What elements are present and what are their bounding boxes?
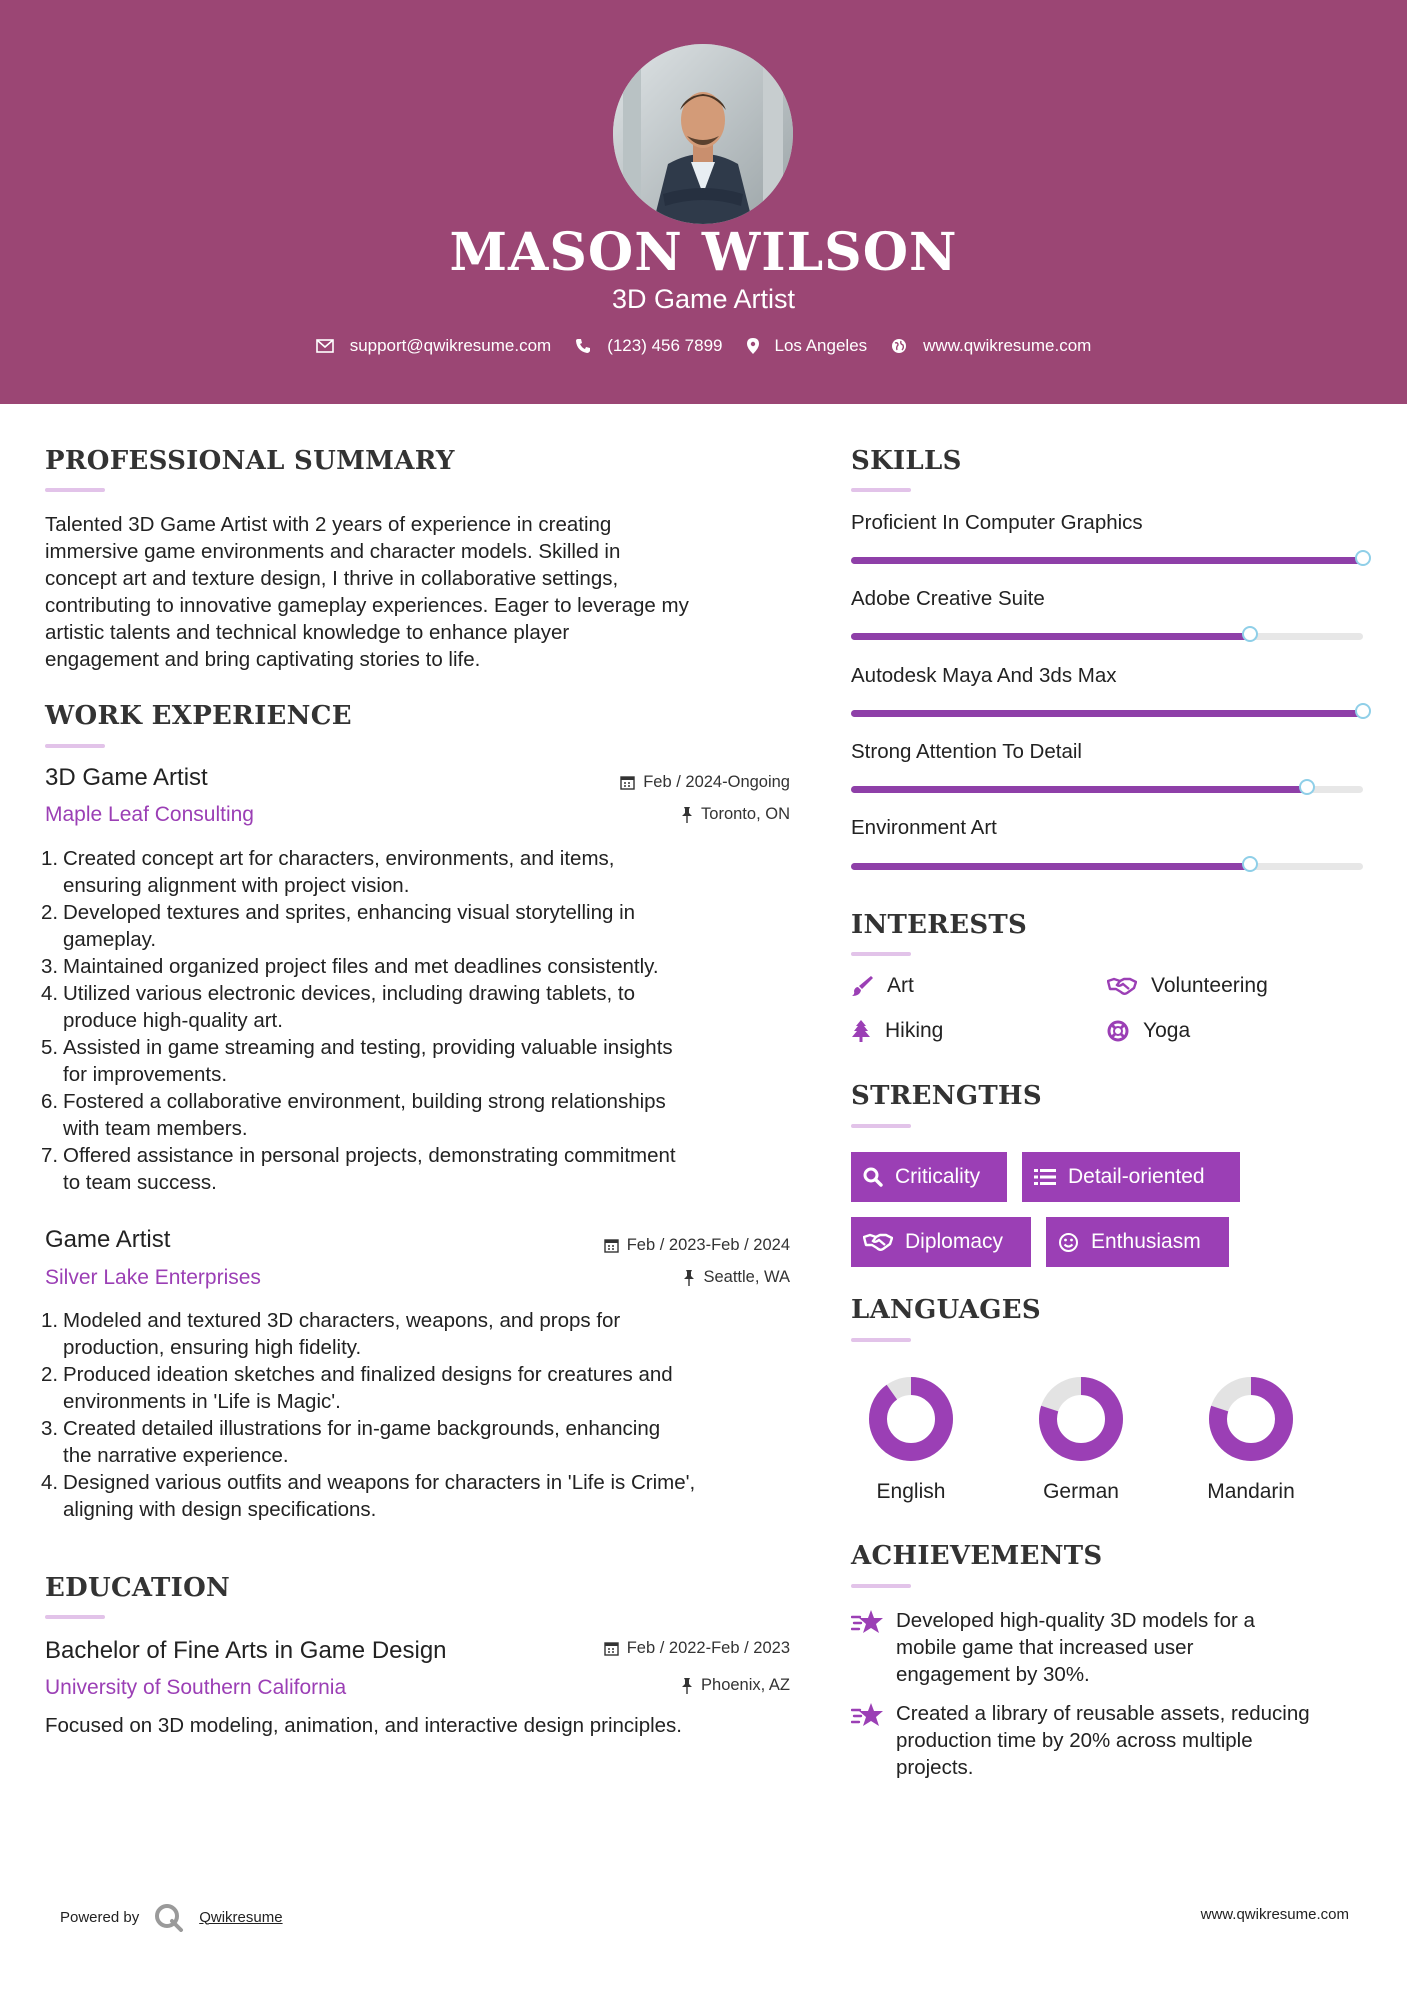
handshake-icon [1107, 976, 1137, 996]
item-number: 3. [41, 955, 59, 978]
strength-badge-detail [1022, 1152, 1240, 1202]
item-line: production, ensuring high fidelity. [63, 1336, 362, 1359]
item-number: 2. [41, 901, 59, 924]
resume-header [0, 0, 1407, 404]
job-dates [620, 773, 790, 792]
contact-location [747, 336, 868, 356]
interest-art [851, 974, 914, 998]
summary-line: contributing to innovative gameplay experiences. Eager to leverage my [45, 594, 689, 617]
job-dates-text: Feb / 2024-Ongoing [643, 773, 790, 791]
item-line: Maintained organized project files and met deadlines consistently. [63, 955, 659, 978]
list-item [41, 1469, 805, 1523]
item-line: aligning with design specifications. [63, 1498, 377, 1521]
envelope-icon [316, 339, 334, 353]
skill-bar [851, 786, 1363, 793]
location-text: Los Angeles [774, 336, 868, 355]
strength-badge-diplomacy [851, 1217, 1031, 1267]
skill-bar-knob [1242, 626, 1258, 642]
skill-bar [851, 863, 1363, 870]
strength-label: Diplomacy [905, 1230, 1004, 1253]
calendar-icon [604, 1641, 619, 1656]
item-line: with team members. [63, 1117, 248, 1140]
website-text: www.qwikresume.com [923, 336, 1092, 355]
company-name: Maple Leaf Consulting [45, 803, 254, 826]
item-line: gameplay. [63, 928, 157, 951]
summary-line: Talented 3D Game Artist with 2 years of experience in creating [45, 513, 612, 536]
tree-icon [851, 1020, 871, 1042]
education-dates-text: Feb / 2022-Feb / 2023 [626, 1639, 790, 1657]
item-number: 3. [41, 1417, 59, 1440]
contact-phone[interactable] [575, 336, 722, 356]
education-heading: EDUCATION [45, 1573, 231, 1603]
job-title: Game Artist [45, 1226, 171, 1253]
education-dates [604, 1639, 790, 1658]
item-line: Designed various outfits and weapons for characters in 'Life is Crime', [63, 1471, 696, 1494]
candidate-role: 3D Game Artist [611, 284, 796, 314]
item-line: Utilized various electronic devices, including drawing tablets, to [63, 982, 636, 1005]
skill-bar-knob [1355, 550, 1371, 566]
item-line: Created detailed illustrations for in-game backgrounds, enhancing [63, 1417, 661, 1440]
summary-line: artistic talents and technical knowledge to enhance player [45, 621, 570, 644]
interest-yoga [1107, 1019, 1190, 1043]
company-name: Silver Lake Enterprises [45, 1266, 261, 1289]
item-line: Developed textures and sprites, enhancing visual storytelling in [63, 901, 636, 924]
contact-email[interactable] [316, 336, 552, 356]
item-line: ensuring alignment with project vision. [63, 874, 410, 897]
job-location-text: Toronto, ON [701, 805, 790, 823]
achievements-divider [851, 1584, 911, 1588]
degree-title: Bachelor of Fine Arts in Game Design [45, 1637, 447, 1664]
list-item [41, 1415, 805, 1469]
lifebuoy-icon [1107, 1020, 1129, 1042]
item-number: 7. [41, 1144, 59, 1167]
item-line: for improvements. [63, 1063, 228, 1086]
skill-label: Proficient In Computer Graphics [851, 511, 1143, 534]
item-number: 4. [41, 1471, 59, 1494]
item-line: Modeled and textured 3D characters, weapons, and props for [63, 1309, 621, 1332]
summary-line: engagement and bring captivating stories to life. [45, 648, 481, 671]
pushpin-icon [681, 807, 693, 823]
item-line: Created concept art for characters, environments, and items, [63, 847, 615, 870]
skill-bar-fill [851, 710, 1363, 717]
globe-icon [891, 338, 907, 354]
phone-text: (123) 456 7899 [607, 336, 723, 355]
education-location [681, 1676, 790, 1695]
achievement-line: Created a library of reusable assets, reducing [896, 1702, 1310, 1725]
languages-divider [851, 1338, 911, 1342]
smile-icon [1058, 1232, 1079, 1253]
list-item [41, 953, 805, 980]
education-divider [45, 1615, 105, 1619]
skill-label: Environment Art [851, 816, 997, 839]
strength-badge-criticality [851, 1152, 1007, 1202]
item-line: Assisted in game streaming and testing, providing valuable insights [63, 1036, 673, 1059]
interest-hiking [851, 1019, 943, 1043]
qwikresume-link[interactable]: Qwikresume [199, 1908, 283, 1926]
job-duties-list [41, 845, 805, 1196]
list-item [41, 899, 805, 953]
contact-bar [0, 336, 1407, 356]
achievement-line: production time by 20% across multiple [896, 1729, 1253, 1752]
skill-bar-fill [851, 633, 1250, 640]
education-location-text: Phoenix, AZ [701, 1676, 790, 1694]
skill-bar [851, 633, 1363, 640]
item-line: Fostered a collaborative environment, building strong relationships [63, 1090, 666, 1113]
achievement-line: mobile game that increased user [896, 1636, 1194, 1659]
summary-text [45, 511, 805, 673]
profile-photo [613, 44, 793, 224]
language-label: English [876, 1480, 946, 1503]
strength-label: Enthusiasm [1091, 1230, 1201, 1253]
footer-powered-by [60, 1902, 283, 1932]
item-number: 1. [41, 847, 59, 870]
skill-bar-knob [1299, 779, 1315, 795]
language-label: Mandarin [1207, 1480, 1295, 1503]
interests-divider [851, 952, 911, 956]
strengths-divider [851, 1124, 911, 1128]
skill-bar [851, 710, 1363, 717]
language-donut-fill [878, 1386, 944, 1452]
job-dates-text: Feb / 2023-Feb / 2024 [626, 1236, 790, 1254]
item-number: 2. [41, 1363, 59, 1386]
job-duties-list [41, 1307, 805, 1523]
strength-badge-enthusiasm [1046, 1217, 1229, 1267]
pushpin-icon [683, 1270, 695, 1286]
job-location-text: Seattle, WA [703, 1268, 790, 1286]
calendar-icon [604, 1238, 619, 1253]
paintbrush-icon [851, 975, 873, 997]
achievement-line: Developed high-quality 3D models for a [896, 1609, 1255, 1632]
interest-label: Volunteering [1151, 974, 1268, 997]
strength-label: Criticality [895, 1165, 981, 1188]
map-pin-icon [747, 338, 759, 354]
school-name: University of Southern California [45, 1676, 347, 1699]
skills-divider [851, 488, 911, 492]
list-icon [1034, 1168, 1056, 1186]
interest-volunteering [1107, 974, 1268, 998]
item-line: Offered assistance in personal projects, demonstrating commitment [63, 1144, 676, 1167]
item-line: the narrative experience. [63, 1444, 289, 1467]
calendar-icon [620, 775, 635, 790]
achievements-heading: ACHIEVEMENTS [851, 1541, 1103, 1571]
interest-label: Yoga [1143, 1019, 1191, 1042]
footer-url[interactable]: www.qwikresume.com [1200, 1906, 1349, 1923]
skill-bar-fill [851, 786, 1307, 793]
languages-heading: LANGUAGES [851, 1295, 1041, 1325]
strengths-heading: STRENGTHS [851, 1081, 1042, 1111]
job-location [683, 1268, 790, 1287]
search-icon [863, 1167, 883, 1187]
interest-label: Art [887, 974, 914, 997]
skill-bar-fill [851, 557, 1363, 564]
achievement-line: engagement by 30%. [896, 1663, 1090, 1686]
list-item [41, 845, 805, 899]
strength-label: Detail-oriented [1068, 1165, 1205, 1188]
job-dates [604, 1236, 790, 1255]
item-number: 5. [41, 1036, 59, 1059]
summary-line: immersive game environments and character models. Skilled in [45, 540, 621, 563]
handshake-icon [863, 1232, 893, 1252]
language-donut-english [866, 1374, 956, 1464]
skill-bar-knob [1242, 856, 1258, 872]
item-line: environments in 'Life is Magic'. [63, 1390, 341, 1413]
list-item [41, 1361, 805, 1415]
education-description: Focused on 3D modeling, animation, and interactive design principles. [45, 1714, 683, 1737]
item-number: 1. [41, 1309, 59, 1332]
interest-label: Hiking [885, 1019, 944, 1042]
job-location [681, 805, 790, 824]
powered-by-text: Powered by [60, 1908, 140, 1926]
summary-divider [45, 488, 105, 492]
summary-line: concept art and texture design, I thrive in collaborative settings, [45, 567, 619, 590]
item-line: Produced ideation sketches and finalized designs for creatures and [63, 1363, 673, 1386]
star-icon [851, 1609, 885, 1635]
item-number: 4. [41, 982, 59, 1005]
language-donut-german [1036, 1374, 1126, 1464]
list-item [41, 1088, 805, 1142]
list-item [41, 1142, 805, 1196]
email-text: support@qwikresume.com [349, 336, 552, 355]
skill-label: Strong Attention To Detail [851, 740, 1082, 763]
skills-heading: SKILLS [851, 446, 962, 476]
job-title: 3D Game Artist [45, 764, 208, 791]
experience-heading: WORK EXPERIENCE [45, 701, 352, 731]
skill-label: Autodesk Maya And 3ds Max [851, 664, 1117, 687]
skill-bar-knob [1355, 703, 1371, 719]
interests-heading: INTERESTS [851, 910, 1028, 940]
achievement-line: projects. [896, 1756, 974, 1779]
skill-bar [851, 557, 1363, 564]
contact-website[interactable] [891, 336, 1091, 356]
item-number: 6. [41, 1090, 59, 1113]
achievement-item [851, 1700, 1371, 1781]
skill-bar-fill [851, 863, 1250, 870]
skill-label: Adobe Creative Suite [851, 587, 1045, 610]
list-item [41, 1307, 805, 1361]
achievement-item [851, 1607, 1371, 1688]
list-item [41, 1034, 805, 1088]
pushpin-icon [681, 1678, 693, 1694]
phone-icon [575, 338, 591, 354]
star-icon [851, 1702, 885, 1728]
summary-heading: PROFESSIONAL SUMMARY [45, 446, 455, 476]
qwikresume-logo-icon [153, 1902, 185, 1932]
experience-divider [45, 744, 105, 748]
item-line: produce high-quality art. [63, 1009, 283, 1032]
language-donut-mandarin [1206, 1374, 1296, 1464]
candidate-name: MASON WILSON [449, 222, 958, 283]
language-label: German [1043, 1480, 1119, 1503]
item-line: to team success. [63, 1171, 217, 1194]
list-item [41, 980, 805, 1034]
